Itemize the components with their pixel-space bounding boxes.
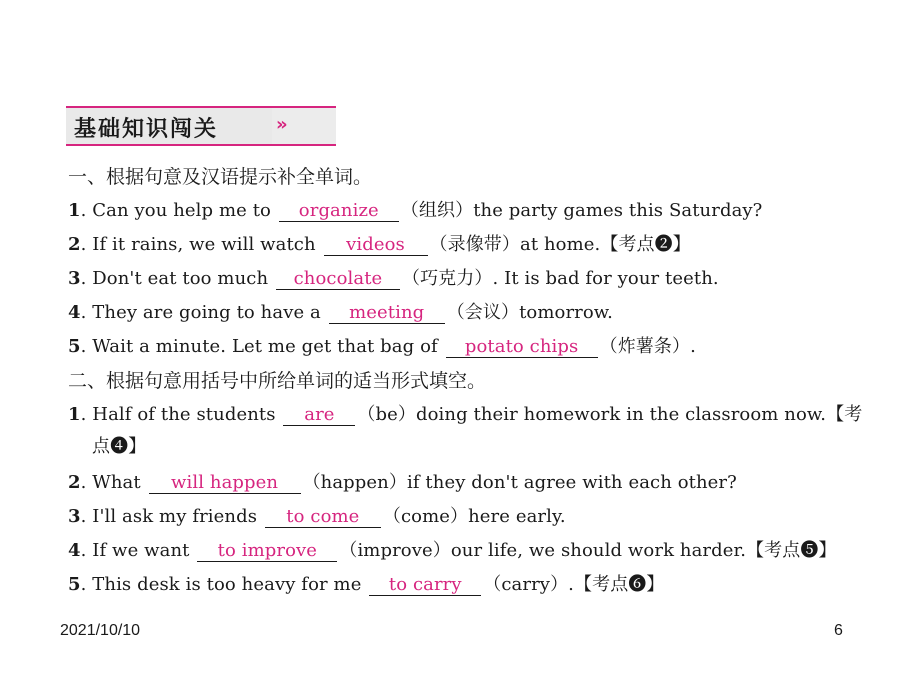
s2-question-2: 2. What will happen （happen）if they don't agree with each other? — [68, 472, 737, 493]
section1-title: 一、根据句意及汉语提示补全单词。 — [68, 166, 373, 188]
answer-blank[interactable]: potato chips — [446, 337, 598, 358]
s1-question-4: 4. They are going to have a meeting （会议）tomorrow. — [68, 302, 614, 323]
s2-question-1: 1. Half of the students are （be）doing their homework in the classroom now.【考 — [68, 404, 863, 425]
answer-blank[interactable]: to improve — [197, 541, 337, 562]
s2-question-5: 5. This desk is too heavy for me to carry （carry）.【考点❻】 — [68, 574, 665, 595]
answer-blank[interactable]: to carry — [369, 575, 481, 596]
s2-question-1-continuation: 点❹】 — [92, 436, 147, 457]
answer-blank[interactable]: chocolate — [276, 269, 400, 290]
s1-question-1: 1. Can you help me to organize （组织）the party games this Saturday? — [68, 200, 763, 221]
footer-date: 2021/10/10 — [60, 622, 141, 639]
double-chevron-right-icon: » — [276, 114, 288, 135]
answer-blank[interactable]: are — [283, 405, 355, 426]
answer-blank[interactable]: to come — [265, 507, 381, 528]
s2-question-3: 3. I'll ask my friends to come （come）here early. — [68, 506, 566, 527]
answer-blank[interactable]: will happen — [149, 473, 301, 494]
section-header — [66, 106, 336, 146]
section-header-title: 基础知识闯关 — [74, 117, 219, 142]
s2-question-4: 4. If we want to improve （improve）our life, we should work harder.【考点❺】 — [68, 540, 837, 561]
page-number: 6 — [834, 622, 843, 639]
answer-blank[interactable]: videos — [324, 235, 428, 256]
s1-question-5: 5. Wait a minute. Let me get that bag of potato chips （炸薯条）. — [68, 336, 696, 357]
s1-question-2: 2. If it rains, we will watch videos （录像带）at home.【考点❷】 — [68, 234, 691, 255]
section2-title: 二、根据句意用括号中所给单词的适当形式填空。 — [68, 370, 487, 392]
answer-blank[interactable]: organize — [279, 201, 399, 222]
answer-blank[interactable]: meeting — [329, 303, 445, 324]
s1-question-3: 3. Don't eat too much chocolate （巧克力）. It is bad for your teeth. — [68, 268, 719, 289]
